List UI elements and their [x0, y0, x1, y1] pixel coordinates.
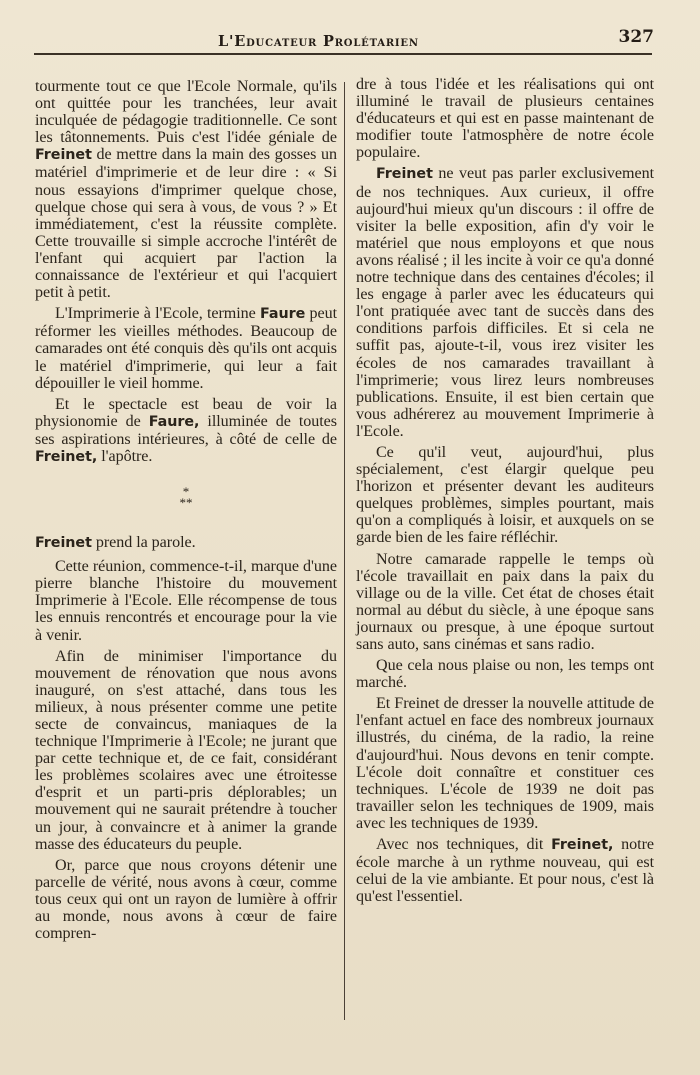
left-paragraph-5: Afin de minimiser l'importance du mouvement de rénovation que nous avons inauguré, on s'est attaché, dans tous les milieux, à nous présenter comme une petite secte de convaincus, maniaques de la technique l'Imprimerie à l'Ecole; ne jurant que par cette technique et, de ce fait, considérant les problèmes scolaires avec une étroitesse d'esprit et un parti-pris déplorables; un mouvement qui ne saurait prétendre à toucher un jour, à convaincre et à animer la grande masse des éducateurs du peuple.: [35, 647, 337, 853]
text-span: notre école marche à un rythme nouveau, qui est celui de la vie ambiante. Et pour nous, c'est là qu'est l'essentiel.: [356, 836, 654, 906]
text-span: de mettre dans la main des gosses un matériel d'imprimerie et de leur dire : « Si nous essayions d'imprimer quelque chose, quelque chose qui sera à vous, de vous ? » Et immédiatement, c'est la réussite complète. Cette trouvaille si simple accroche l'intérêt de l'enfant qui acquiert par l'action la connaissance de l'extérieur et qui l'acquiert petit à petit.: [35, 146, 337, 302]
page-header: [34, 22, 654, 60]
name-freinet: Freinet: [35, 535, 92, 552]
text-span: ne veut pas parler exclusivement de nos techniques. Aux curieux, il offre aujourd'hui mieux qu'un discours : il offre de visiter la belle exposition, afin d'y voir le matériel que nous employons et que nous avons réalisé ; il les incite à voir ce qu'a donné notre technique dans des centaines d'écoles; il les engage à parler avec les éducateurs qui l'ont pratiquée avec tant de succès dans des conditions parfois difficiles. Et si cela ne suffit pas, ajoute-t-il, vous irez visiter les écoles de nos camarades travaillant à l'imprimerie; vous lirez leurs nombreuses publications. Ensuite, il est bien certain que vous adhérerez au mouvement Imprimerie à l'Ecole.: [356, 165, 654, 440]
name-freinet: Freinet: [376, 166, 433, 183]
text-span: illuminée de toutes ses aspirations intérieures, à côté de celle de: [35, 412, 337, 448]
right-paragraph-6: Et Freinet de dresser la nouvelle attitude de l'enfant actuel en face des nombreux journaux illustrés, du cinéma, de la radio, la reine d'aujourd'hui. Nous devons en tenir compte. L'école doit connaître et constituer ces techniques. L'école de 1939 ne doit pas travailler selon les techniques de 1909, mais avec les techniques de 1939.: [356, 695, 654, 832]
asterism-top: *: [182, 484, 190, 500]
right-paragraph-4: Notre camarade rappelle le temps où l'école travaillait en paix dans la paix du village ou de la ville. Cet état de choses était normal au début du siècle, à une époque sans journaux ou presque, à une époque surtout sans auto, sans cinémas et sans radio.: [356, 550, 654, 653]
text-span: peut réformer les vieilles méthodes. Beaucoup de camarades ont été conquis dès qu'ils ont acquis le matériel d'imprimerie, qui leur a fait dépouiller le vieil homme.: [35, 305, 337, 392]
text-span: Avec nos techniques, dit: [376, 836, 552, 854]
text-span: prend la parole.: [91, 534, 196, 552]
left-paragraph-3: [35, 396, 337, 466]
right-paragraph-7: [356, 836, 654, 905]
page-number: 327: [618, 27, 654, 47]
text-span: tourmente tout ce que l'Ecole Normale, qu'ils ont quittée pour les tranchées, leur avait inculquée de pédagogie traditionnelle. Ce sont les tâtonnements. Puis c'est l'idée géniale de: [35, 78, 337, 147]
name-freinet: Freinet,: [551, 837, 614, 854]
section-asterism: [35, 486, 337, 522]
left-paragraph-2: [35, 305, 337, 391]
journal-title: L'Educateur Prolétarien: [218, 33, 419, 50]
right-paragraph-1: dre à tous l'idée et les réalisations qui ont illuminé le travail de plusieurs centaines d'éducateurs et qui est en passe maintenant de modifier toute l'atmosphère de notre école populaire.: [356, 76, 654, 162]
name-freinet: Freinet: [35, 147, 92, 164]
left-column: [35, 78, 337, 946]
right-column: [356, 76, 654, 909]
right-paragraph-3: Ce qu'il veut, aujourd'hui, plus spécialement, c'est élargir quelque peu l'horizon et présenter devant les auditeurs quelques problèmes, simples pourtant, mais qu'on a compliqués à loisir, et auxquels on se garde bien de les faire réfléchir.: [356, 443, 654, 547]
name-freinet: Freinet,: [35, 448, 98, 465]
left-paragraph-6: Or, parce que nous croyons détenir une parcelle de vérité, nous avons à cœur, comme tous ceux qui ont un rayon de lumière à offrir au monde, nous avons à cœur de faire compren-: [35, 856, 337, 943]
text-span: L'Imprimerie à l'Ecole, termine: [55, 305, 260, 323]
name-faure: Faure,: [148, 413, 200, 430]
left-paragraph-1: [35, 78, 337, 301]
right-paragraph-5: Que cela nous plaise ou non, les temps ont marché.: [356, 657, 654, 692]
column-divider: [344, 82, 345, 1020]
text-span: Et le spectacle est beau de voir la physionomie de: [35, 395, 337, 430]
right-paragraph-2: [356, 165, 654, 440]
asterism-bottom: **: [179, 495, 193, 511]
header-rule: [34, 53, 652, 55]
name-faure: Faure: [259, 306, 306, 323]
text-span: l'apôtre.: [97, 447, 153, 465]
section-heading: [35, 534, 337, 552]
left-paragraph-4: Cette réunion, commence-t-il, marque d'une pierre blanche l'histoire du mouvement Imprimerie à l'Ecole. Elle récompense de tous les ennuis rencontrés et encourage pour la vie à venir.: [35, 558, 337, 644]
